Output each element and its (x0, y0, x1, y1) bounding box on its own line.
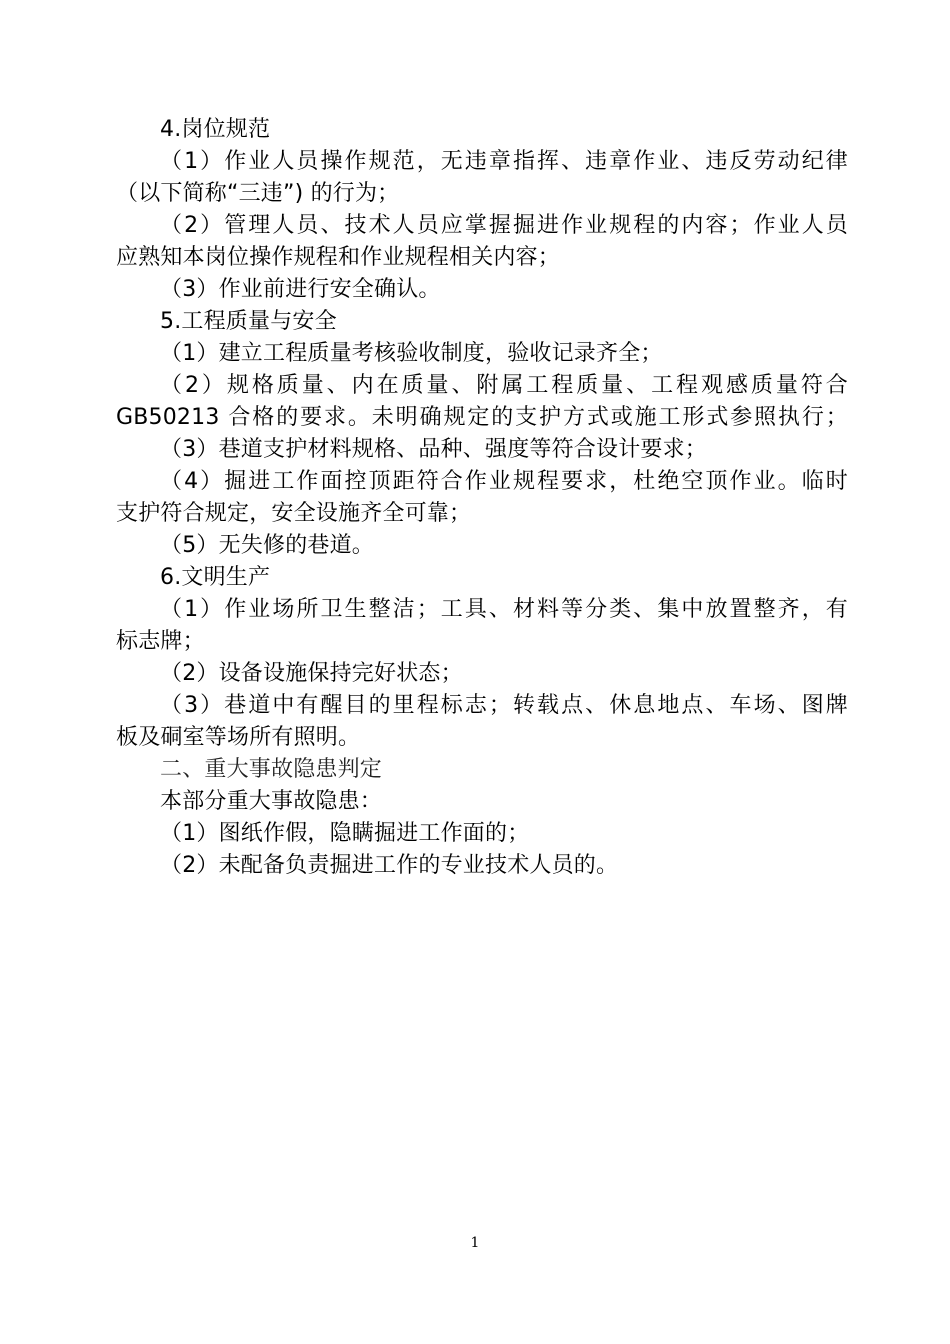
paragraph-line: （2）管理人员、技术人员应掌握掘进作业规程的内容；作业人员 (160, 213, 848, 238)
paragraph-line: （2）规格质量、内在质量、附属工程质量、工程观感质量符合 (160, 373, 848, 398)
paragraph-line: 应熟知本岗位操作规程和作业规程相关内容； (116, 245, 561, 270)
paragraph-line: （1）图纸作假，隐瞒掘进工作面的； (160, 821, 530, 846)
paragraph-line: 支护符合规定，安全设施齐全可靠； (116, 501, 472, 526)
paragraph-line: 本部分重大事故隐患： (160, 789, 383, 814)
paragraph-line: （以下简称“三违”) 的行为； (116, 181, 400, 206)
paragraph-line: （1）作业场所卫生整洁；工具、材料等分类、集中放置整齐，有 (160, 597, 848, 622)
section-heading-job-standards: 4.岗位规范 (160, 117, 271, 142)
section-heading-civilized-production: 6.文明生产 (160, 565, 271, 590)
paragraph-line: （5）无失修的巷道。 (160, 533, 374, 558)
paragraph-line: （3）作业前进行安全确认。 (160, 277, 441, 302)
section-heading-quality-safety: 5.工程质量与安全 (160, 309, 337, 334)
paragraph-line: 板及硐室等场所有照明。 (116, 725, 361, 750)
paragraph-line: 标志牌； (116, 629, 205, 654)
paragraph-line: （3）巷道支护材料规格、品种、强度等符合设计要求； (160, 437, 707, 462)
paragraph-line: （3）巷道中有醒目的里程标志；转载点、休息地点、车场、图牌 (160, 693, 848, 718)
paragraph-line: GB50213 合格的要求。未明确规定的支护方式或施工形式参照执行； (116, 405, 848, 430)
paragraph-line: （1）作业人员操作规范，无违章指挥、违章作业、违反劳动纪律 (160, 149, 848, 174)
paragraph-line: （2）设备设施保持完好状态； (160, 661, 463, 686)
document-body (116, 114, 848, 882)
paragraph-line: （1）建立工程质量考核验收制度，验收记录齐全； (160, 341, 663, 366)
section-heading-major-hazards: 二、重大事故隐患判定 (160, 757, 383, 782)
paragraph-line: （2）未配备负责掘进工作的专业技术人员的。 (160, 853, 619, 878)
page-number: 1 (470, 1235, 480, 1251)
paragraph-line: （4）掘进工作面控顶距符合作业规程要求，杜绝空顶作业。临时 (160, 469, 848, 494)
